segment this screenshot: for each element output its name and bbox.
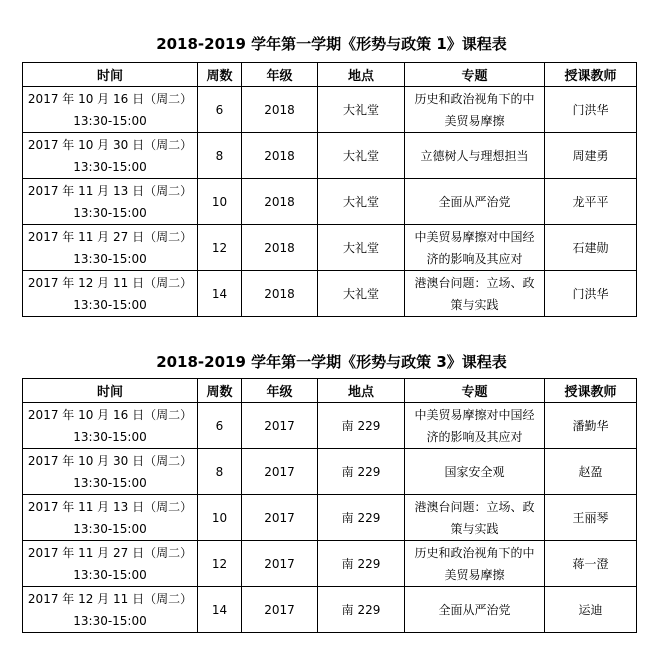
time-cell (23, 403, 198, 449)
grade-cell: 2017 (242, 587, 318, 633)
teacher-cell: 门洪华 (545, 271, 637, 317)
table-row (23, 403, 637, 449)
place-cell: 南 229 (318, 449, 405, 495)
date-text: 2017 年 10 月 30 日（周二） (27, 453, 193, 468)
time-cell (23, 587, 198, 633)
teacher-cell: 赵盈 (545, 449, 637, 495)
place-cell: 南 229 (318, 587, 405, 633)
date-text: 2017 年 11 月 27 日（周二） (27, 229, 193, 244)
schedule-title-2: 2018-2019 学年第一学期《形势与政策 3》课程表 (156, 353, 507, 371)
time-cell (23, 87, 198, 133)
topic-text: 历史和政治视角下的中美贸易摩擦 (414, 91, 535, 128)
week-cell: 8 (198, 449, 242, 495)
table-row (23, 179, 637, 225)
week-cell: 14 (198, 271, 242, 317)
teacher-cell: 潘勤华 (545, 403, 637, 449)
time-header: 时间 (23, 63, 198, 87)
teacher-cell: 门洪华 (545, 87, 637, 133)
table-header (23, 63, 637, 87)
week-cell: 10 (198, 495, 242, 541)
topic-cell (405, 403, 545, 449)
time-range-text: 13:30-15:00 (73, 251, 147, 266)
time-cell (23, 495, 198, 541)
table-row (23, 449, 637, 495)
place-cell: 大礼堂 (318, 225, 405, 271)
grade-cell: 2017 (242, 541, 318, 587)
table-body (23, 87, 637, 317)
date-text: 2017 年 10 月 16 日（周二） (27, 91, 193, 106)
table-row (23, 541, 637, 587)
grade-cell: 2017 (242, 449, 318, 495)
week-cell: 6 (198, 87, 242, 133)
grade-header: 年级 (242, 379, 318, 403)
table-header (23, 379, 637, 403)
week-cell: 12 (198, 225, 242, 271)
place-cell: 大礼堂 (318, 133, 405, 179)
time-range-text: 13:30-15:00 (73, 429, 147, 444)
topic-cell (405, 133, 545, 179)
date-text: 2017 年 10 月 16 日（周二） (27, 407, 193, 422)
time-cell (23, 449, 198, 495)
topic-header: 专题 (405, 379, 545, 403)
date-text: 2017 年 12 月 11 日（周二） (27, 275, 193, 290)
time-range-text: 13:30-15:00 (73, 297, 147, 312)
table-row (23, 495, 637, 541)
topic-text: 历史和政治视角下的中美贸易摩擦 (414, 545, 535, 582)
place-header: 地点 (318, 379, 405, 403)
date-text: 2017 年 11 月 13 日（周二） (27, 499, 193, 514)
schedule-table-1 (22, 62, 637, 317)
grade-cell: 2018 (242, 225, 318, 271)
time-header: 时间 (23, 379, 198, 403)
grade-cell: 2018 (242, 271, 318, 317)
time-range-text: 13:30-15:00 (73, 613, 147, 628)
teacher-header: 授课教师 (545, 379, 637, 403)
topic-text: 港澳台问题：立场、政策与实践 (414, 275, 535, 312)
week-cell: 8 (198, 133, 242, 179)
topic-text: 全面从严治党 (438, 194, 511, 209)
place-cell: 南 229 (318, 541, 405, 587)
topic-cell (405, 87, 545, 133)
table-body (23, 403, 637, 633)
topic-text: 全面从严治党 (438, 602, 511, 617)
teacher-cell: 周建勇 (545, 133, 637, 179)
table-row (23, 271, 637, 317)
place-cell: 南 229 (318, 495, 405, 541)
time-range-text: 13:30-15:00 (73, 113, 147, 128)
grade-cell: 2018 (242, 179, 318, 225)
table-row (23, 225, 637, 271)
week-cell: 6 (198, 403, 242, 449)
header-row (23, 379, 637, 403)
place-cell: 大礼堂 (318, 271, 405, 317)
date-text: 2017 年 11 月 27 日（周二） (27, 545, 193, 560)
week-header: 周数 (198, 379, 242, 403)
table-row (23, 87, 637, 133)
week-cell: 10 (198, 179, 242, 225)
time-range-text: 13:30-15:00 (73, 205, 147, 220)
teacher-cell: 蒋一澄 (545, 541, 637, 587)
place-header: 地点 (318, 63, 405, 87)
time-cell (23, 541, 198, 587)
time-range-text: 13:30-15:00 (73, 567, 147, 582)
schedule-title-1: 2018-2019 学年第一学期《形势与政策 1》课程表 (156, 35, 507, 53)
topic-cell (405, 495, 545, 541)
topic-cell (405, 179, 545, 225)
time-range-text: 13:30-15:00 (73, 475, 147, 490)
grade-cell: 2018 (242, 87, 318, 133)
topic-header: 专题 (405, 63, 545, 87)
place-cell: 大礼堂 (318, 179, 405, 225)
date-text: 2017 年 12 月 11 日（周二） (27, 591, 193, 606)
time-cell (23, 179, 198, 225)
place-cell: 南 229 (318, 403, 405, 449)
topic-cell (405, 225, 545, 271)
week-header: 周数 (198, 63, 242, 87)
table-row (23, 133, 637, 179)
topic-cell (405, 271, 545, 317)
topic-text: 立德树人与理想担当 (420, 148, 529, 163)
date-text: 2017 年 11 月 13 日（周二） (27, 183, 193, 198)
teacher-cell: 龙平平 (545, 179, 637, 225)
schedule-table-2 (22, 378, 637, 633)
time-cell (23, 225, 198, 271)
time-range-text: 13:30-15:00 (73, 521, 147, 536)
table-row (23, 587, 637, 633)
date-text: 2017 年 10 月 30 日（周二） (27, 137, 193, 152)
week-cell: 14 (198, 587, 242, 633)
header-row (23, 63, 637, 87)
grade-cell: 2018 (242, 133, 318, 179)
topic-cell (405, 449, 545, 495)
time-range-text: 13:30-15:00 (73, 159, 147, 174)
week-cell: 12 (198, 541, 242, 587)
topic-text: 中美贸易摩擦对中国经济的影响及其应对 (414, 229, 535, 266)
time-cell (23, 271, 198, 317)
grade-cell: 2017 (242, 403, 318, 449)
teacher-cell: 石建勋 (545, 225, 637, 271)
topic-text: 港澳台问题：立场、政策与实践 (414, 499, 535, 536)
teacher-cell: 运迪 (545, 587, 637, 633)
topic-cell (405, 587, 545, 633)
grade-cell: 2017 (242, 495, 318, 541)
time-cell (23, 133, 198, 179)
teacher-cell: 王丽琴 (545, 495, 637, 541)
place-cell: 大礼堂 (318, 87, 405, 133)
grade-header: 年级 (242, 63, 318, 87)
topic-text: 国家安全观 (444, 464, 505, 479)
teacher-header: 授课教师 (545, 63, 637, 87)
topic-text: 中美贸易摩擦对中国经济的影响及其应对 (414, 407, 535, 444)
topic-cell (405, 541, 545, 587)
